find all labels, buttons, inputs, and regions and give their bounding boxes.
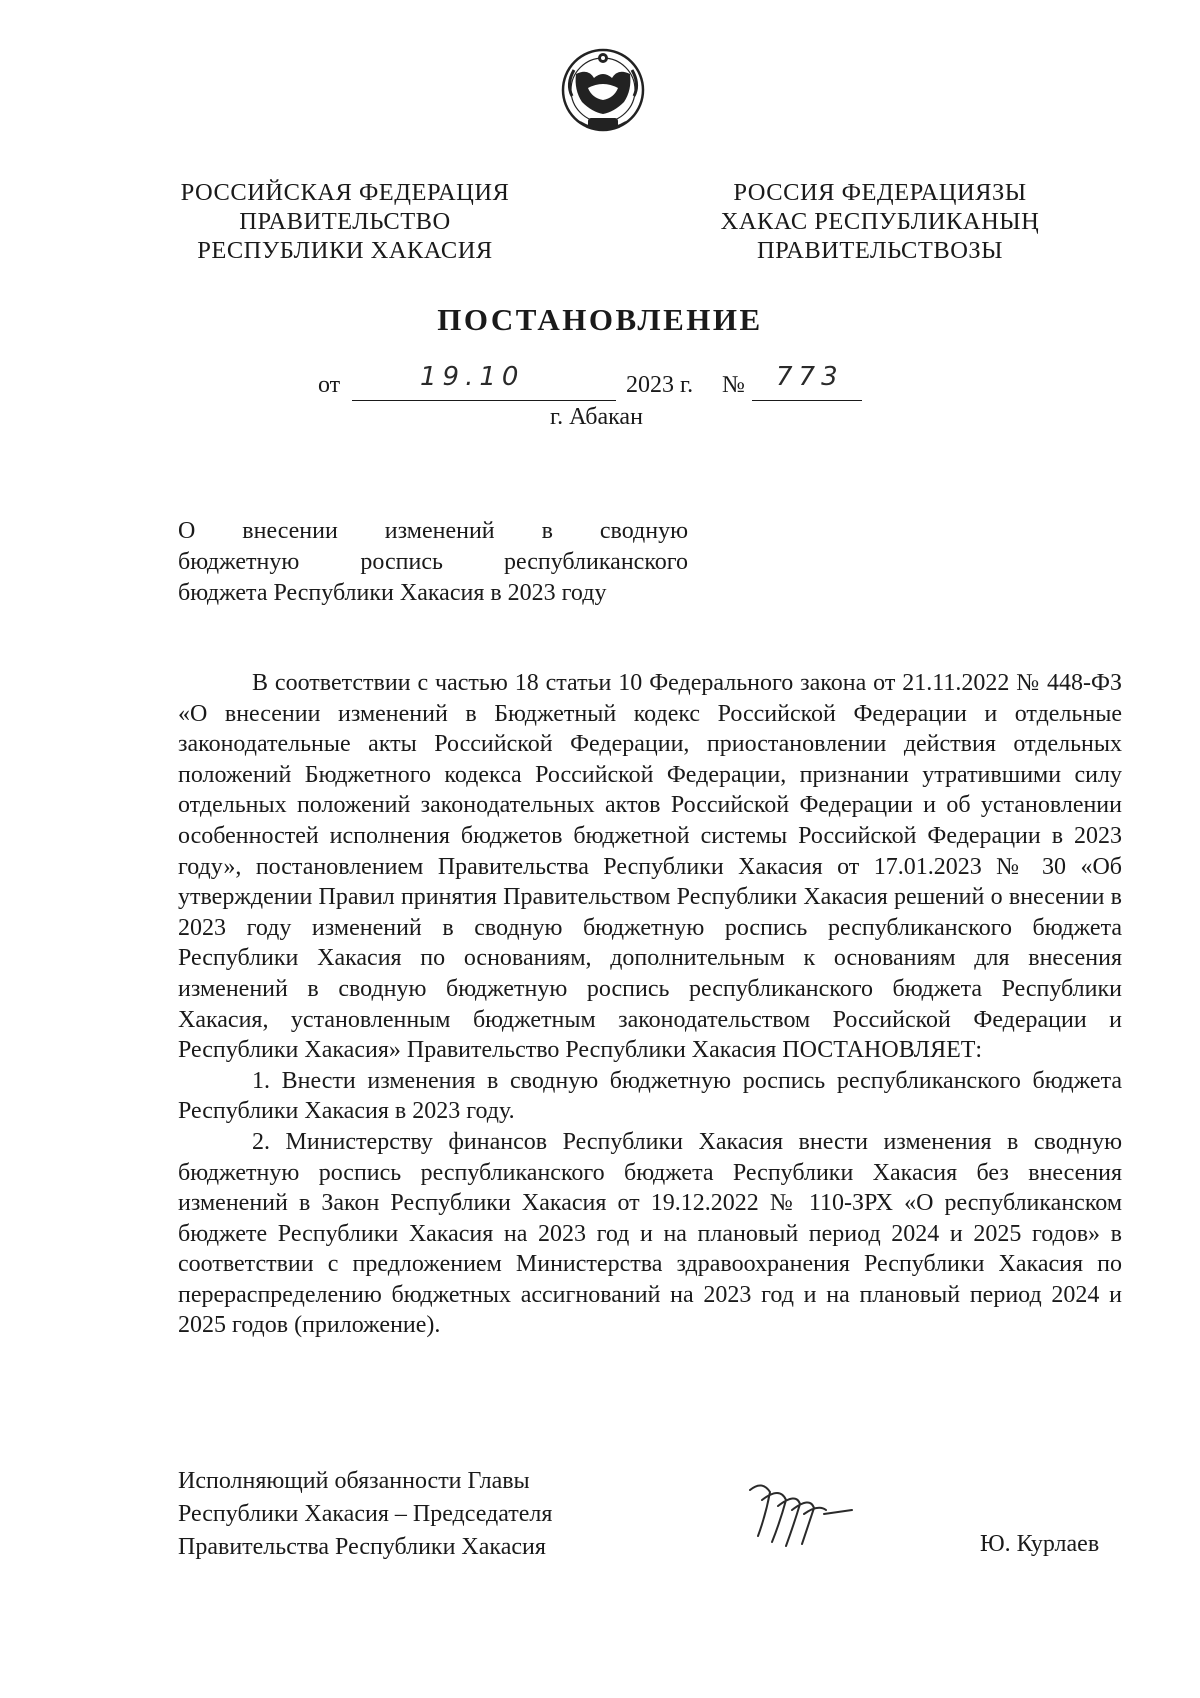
document-title: ПОСТАНОВЛЕНИЕ <box>437 302 763 337</box>
header-left <box>160 178 530 265</box>
handwritten-number: 773 <box>776 362 844 392</box>
header-right-line: ПРАВИТЕЛЬСТВОЗЫ <box>756 237 1004 264</box>
handwritten-signature <box>740 1470 860 1560</box>
position-line: Исполняющий обязанности Главы <box>178 1468 530 1494</box>
city: г. Абакан <box>550 404 643 430</box>
header-left-line: РЕСПУБЛИКИ ХАКАСИЯ <box>197 237 493 264</box>
document-body <box>178 668 1122 1341</box>
from-label: от <box>318 372 341 398</box>
header-right <box>700 178 1060 265</box>
header-left-line: РОССИЙСКАЯ ФЕДЕРАЦИЯ <box>180 179 510 206</box>
paragraph-item-2: 2. Министерству финансов Республики Хакасия внести изменения в сводную бюджетную роспись республиканского бюджета Республики Хакасия без внесения изменений в Закон Республики Хакасия от 19.12.2022 № 110-ЗРХ «О республиканском бюджете Республики Хакасия на 2023 год и на плановый период 2024 и 2025 годов» в соответствии с предложением Министерства здравоохранения Республики Хакасия по перераспределению бюджетных ассигнований на 2023 год и на плановый период 2024 и 2025 годов (приложение). <box>178 1128 1122 1339</box>
signatory-name: Ю. Курлаев <box>980 1531 1100 1557</box>
header-right-line: РОССИЯ ФЕДЕРАЦИЯЗЫ <box>733 179 1027 206</box>
position-line: Правительства Республики Хакасия <box>178 1534 546 1560</box>
subject-line: бюджета Республики Хакасия в 2023 году <box>178 580 607 606</box>
subject-line: О внесении изменений в сводную <box>178 518 688 544</box>
subject-line: бюджетную роспись республиканского <box>178 549 688 575</box>
subject-block <box>178 516 688 609</box>
header-right-line: ХАКАС РЕСПУБЛИКАНЫҢ <box>720 208 1040 235</box>
position-line: Республики Хакасия – Председателя <box>178 1501 553 1527</box>
handwritten-date: 19.10 <box>420 362 525 392</box>
paragraph-item-1: 1. Внести изменения в сводную бюджетную роспись республиканского бюджета Республики Хакасия в 2023 году. <box>178 1067 1122 1125</box>
paragraph-preamble: В соответствии с частью 18 статьи 10 Федерального закона от 21.11.2022 № 448-ФЗ «О внесении изменений в Бюджетный кодекс Российской Федерации и отдельные законодательные акты Российской Федерации, приостановлении действия отдельных положений Бюджетного кодекса Российской Федерации, признании утратившими силу отдельных положений законодательных актов Российской Федерации и об установлении особенностей исполнения бюджетов бюджетной системы Российской Федерации в 2023 году», постановлением Правительства Республики Хакасия от 17.01.2023 № 30 «Об утверждении Правил принятия Правительством Республики Хакасия решений о внесении в 2023 году изменений в сводную бюджетную роспись республиканского бюджета Республики Хакасия по основаниям, дополнительным к основаниям для внесения изменений в сводную бюджетную роспись республиканского бюджета Республики Хакасия, установленным бюджетным законодательством Российской Федерации и Республики Хакасия» Правительство Республики Хакасия ПОСТАНОВЛЯЕТ: <box>178 670 1122 1064</box>
year-label: 2023 г. <box>626 372 694 398</box>
header-left-line: ПРАВИТЕЛЬСТВО <box>239 208 451 235</box>
signatory-position <box>178 1465 552 1564</box>
coat-of-arms-emblem <box>558 44 648 140</box>
number-label: № <box>722 372 745 398</box>
